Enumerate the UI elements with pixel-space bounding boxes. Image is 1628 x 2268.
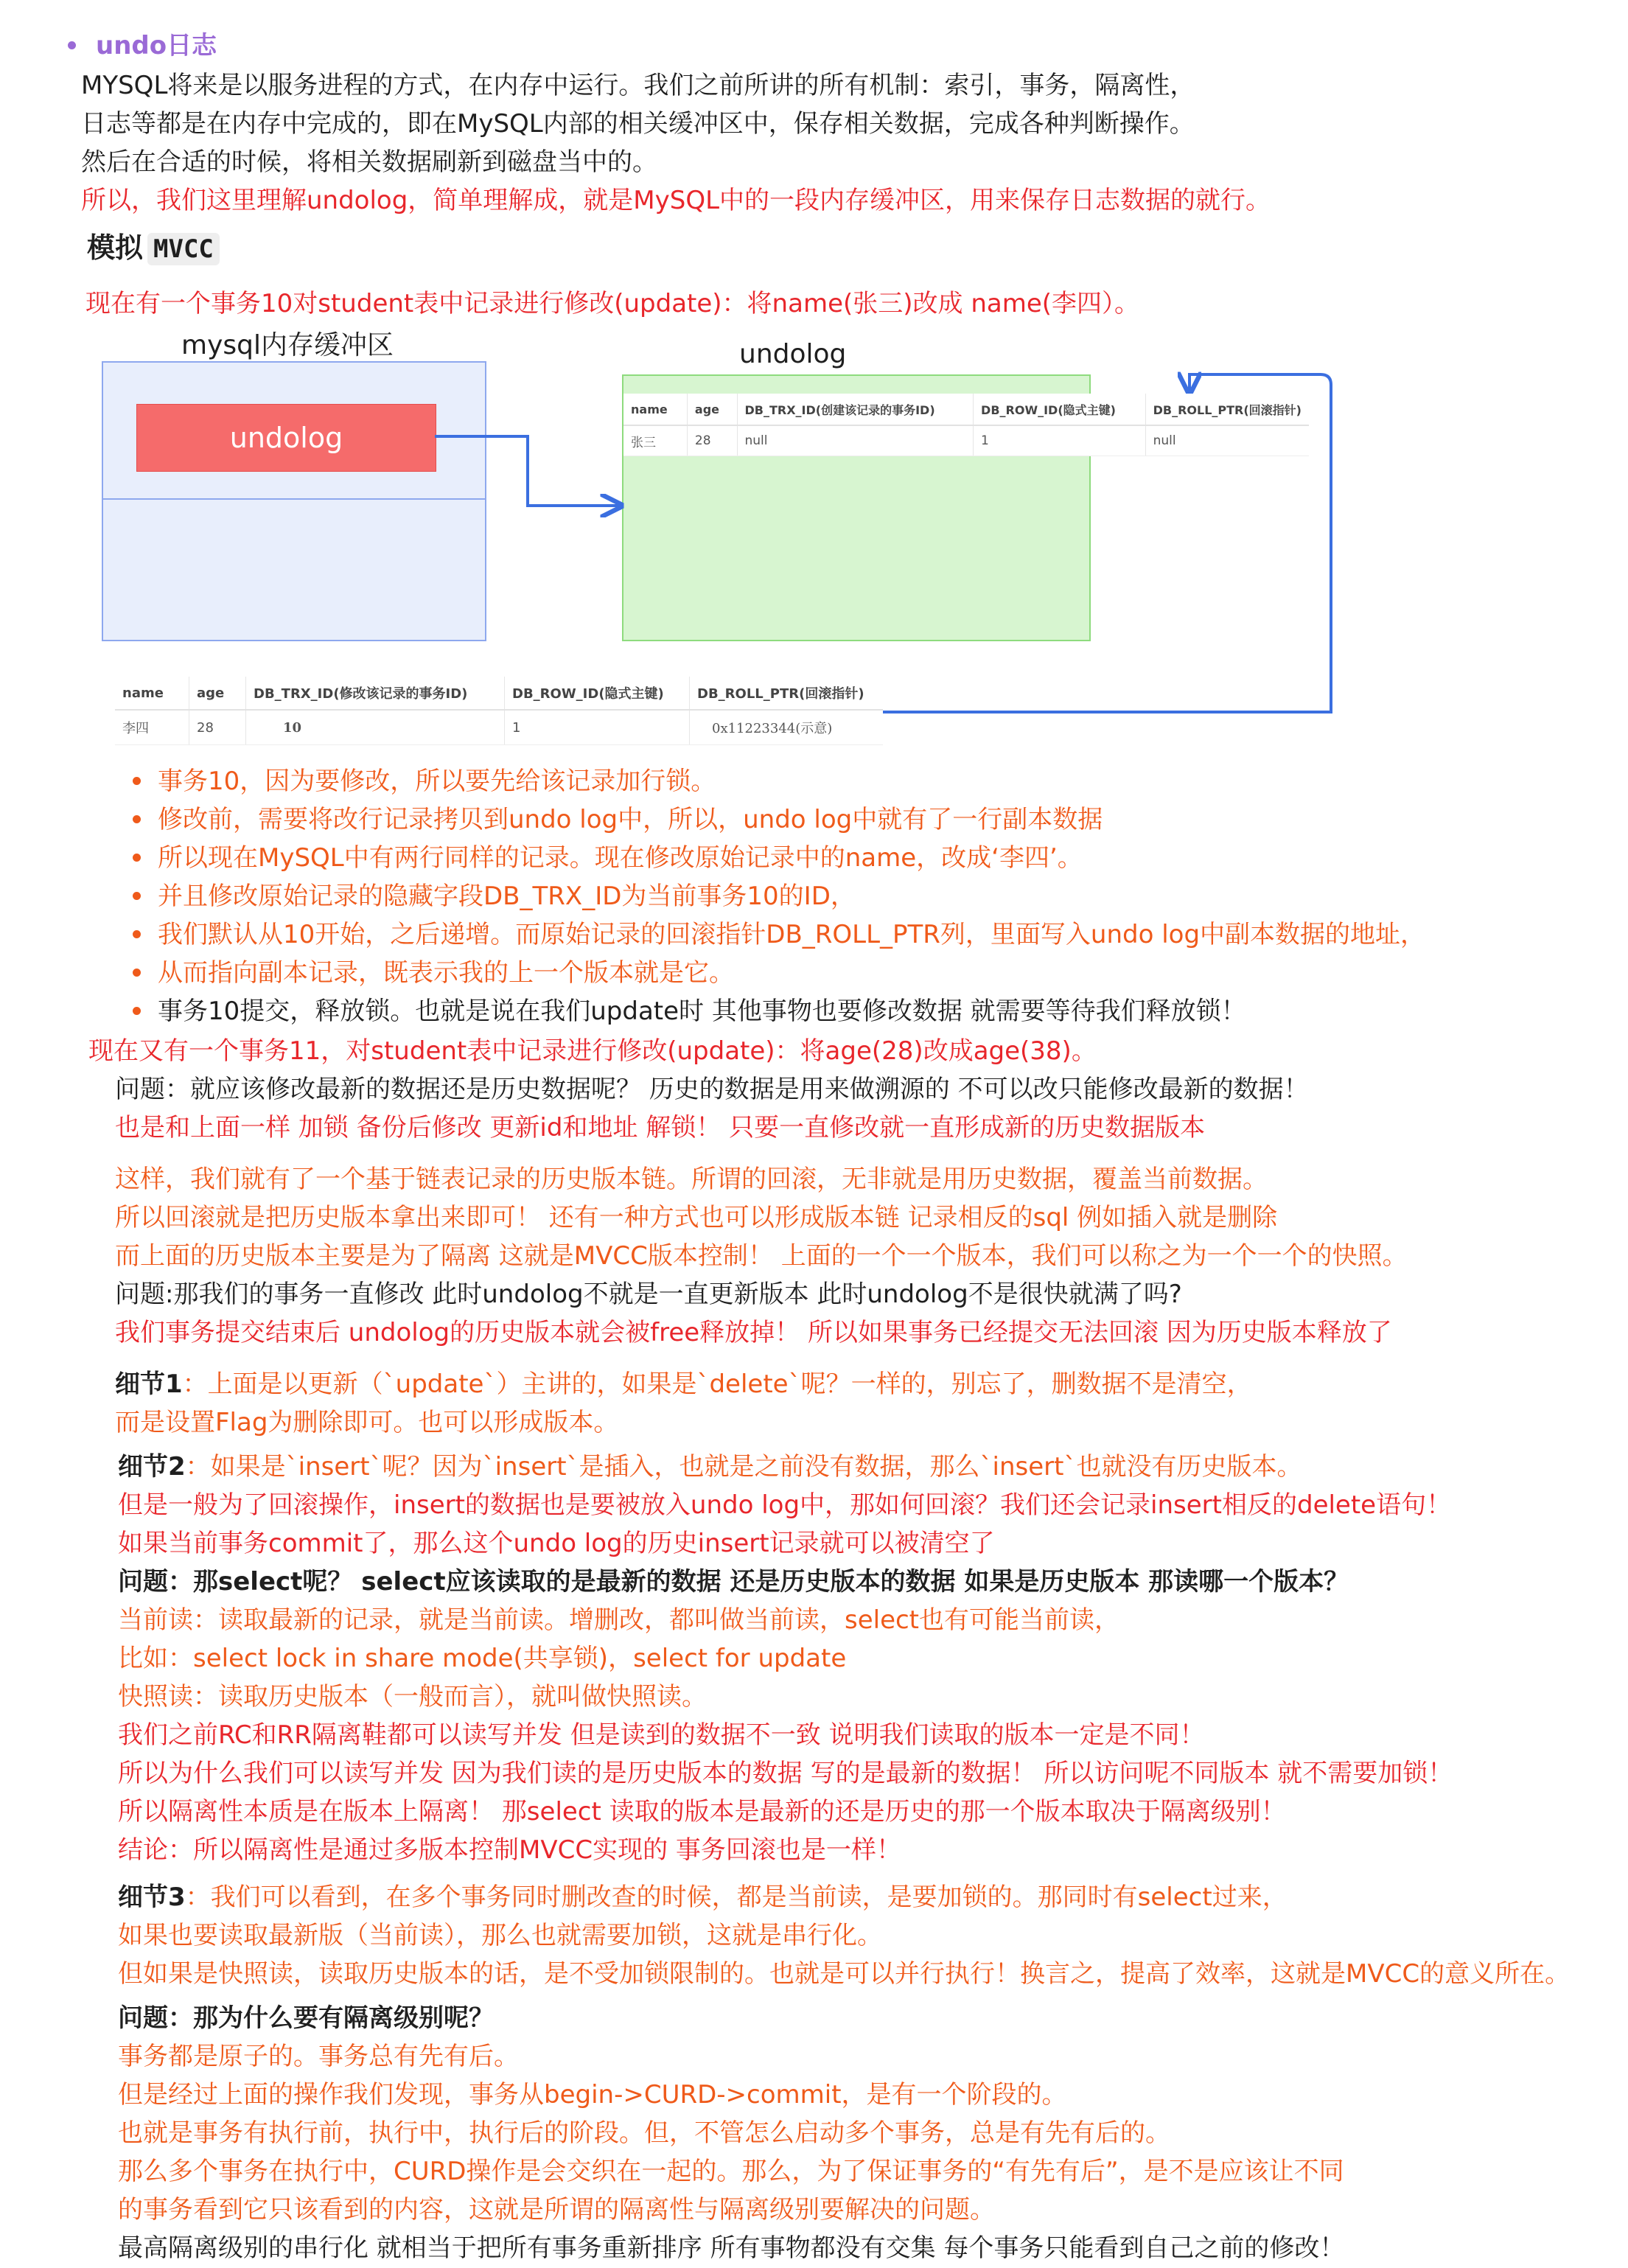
final-statement: 最高隔离级别的串行化 就相当于把所有事务重新排序 所有事物都没有交集 每个事务只能看到自己之前的修改！ — [118, 2233, 1345, 2263]
bullet-item-2: 修改前，需要将改行记录拷贝到undo log中，所以，undo log中就有了一行副本数据 — [158, 805, 1103, 834]
bullet-item-1: 事务10，因为要修改，所以要先给该记录加行锁。 — [158, 767, 716, 796]
q4-line-1: 事务都是原子的。事务总有先有后。 — [118, 2042, 519, 2071]
copy-arrow — [435, 436, 619, 506]
intro-line-2: 日志等都是在内存中完成的，即在MySQL内部的相关缓冲区中，保存相关数据，完成各种判断操作。 — [81, 109, 1195, 139]
q4-line-2: 但是经过上面的操作我们发现，事务从begin->CURD->commit，是有一个阶段的。 — [118, 2080, 1067, 2110]
detail-1 — [115, 1368, 1252, 1400]
scenario-2: 现在又有一个事务11，对student表中记录进行修改(update)：将age(28)改成age(38)。 — [88, 1036, 1097, 1066]
undo-cell-name: 张三 — [623, 425, 687, 456]
current-record-table — [115, 677, 883, 745]
chain-line-1: 这样，我们就有了一个基于链表记录的历史版本链。所谓的回滚，无非就是用历史数据，覆盖当前数据。 — [115, 1165, 1268, 1194]
intro-summary: 所以，我们这里理解undolog，简单理解成，就是MySQL中的一段内存缓冲区，用来保存日志数据的就行。 — [81, 186, 1271, 215]
cur-cell-trx-id: 10 — [246, 710, 505, 745]
detail-2-line-2: 但是一般为了回滚操作，insert的数据也是要被放入undo log中，那如何回滚？我们还会记录insert相反的delete语句！ — [118, 1490, 1452, 1520]
undo-col-row-id: DB_ROW_ID(隐式主键) — [974, 394, 1146, 425]
q4-line-4: 那么多个事务在执行中，CURD操作是会交织在一起的。那么，为了保证事务的“有先有后”，是不是应该让不同 — [118, 2157, 1344, 2186]
bullet-item-6: 从而指向副本记录，既表示我的上一个版本就是它。 — [158, 958, 734, 988]
cur-col-trx-id: DB_TRX_ID(修改该记录的事务ID) — [246, 677, 505, 710]
detail-3-line-3: 但如果是快照读，读取历史版本的话，是不受加锁限制的。也就是可以并行执行！换言之，提高了效率，这就是MVCC的意义所在。 — [118, 1959, 1571, 1989]
detail-2 — [118, 1451, 1302, 1483]
question-4: 问题：那为什么要有隔离级别呢？ — [118, 2003, 494, 2033]
detail-2-label: 细节2 — [118, 1452, 186, 1482]
cur-cell-roll-ptr: 0x11223344(示意) — [690, 710, 884, 745]
detail-3-text: ：我们可以看到，在多个事务同时删改查的时候，都是当前读，是要加锁的。那同时有select过来， — [185, 1883, 1288, 1912]
detail-1-text: ：上面是以更新（`update`）主讲的，如果是`delete`呢？一样的，别忘了，删数据不是清空， — [182, 1369, 1252, 1399]
undo-col-name: name — [623, 394, 687, 425]
bullet-item-4: 并且修改原始记录的隐藏字段DB_TRX_ID为当前事务10的ID， — [158, 882, 856, 911]
detail-1-label: 细节1 — [115, 1369, 183, 1399]
bullet-dot-icon — [133, 930, 141, 938]
q3-line-6: 所以隔离性本质是在版本上隔离！ 那select 读取的版本是最新的还是历史的那一个版本取决于隔离级别！ — [118, 1797, 1286, 1826]
cur-cell-row-id: 1 — [505, 710, 690, 745]
scenario-1: 现在有一个事务10对student表中记录进行修改(update)：将name(张三)改成 name(李四）。 — [85, 289, 1140, 318]
question-1: 问题：就应该修改最新的数据还是历史数据呢？ 历史的数据是用来做溯源的 不可以改只能修改最新的数据！ — [115, 1075, 1309, 1104]
q3-line-3: 快照读：读取历史版本（一般而言），就叫做快照读。 — [118, 1682, 707, 1712]
mvcc-title-code: MVCC — [147, 233, 220, 265]
bullet-item-5: 我们默认从10开始，之后递增。而原始记录的回滚指针DB_ROLL_PTR列，里面写入undo log中副本数据的地址， — [158, 920, 1426, 949]
detail-1-line-2: 而是设置Flag为删除即可。也可以形成版本。 — [115, 1408, 619, 1437]
cur-col-row-id: DB_ROW_ID(隐式主键) — [505, 677, 690, 710]
bullet-item-3: 所以现在MySQL中有两行同样的记录。现在修改原始记录中的name，改成‘李四’。 — [158, 843, 1083, 873]
chain-line-3: 而上面的历史版本主要是为了隔离 这就是MVCC版本控制！ 上面的一个一个版本，我们可以称之为一个一个的快照。 — [115, 1241, 1408, 1271]
cur-cell-name: 李四 — [115, 710, 189, 745]
undo-cell-row-id: 1 — [974, 425, 1146, 456]
cur-col-roll-ptr: DB_ROLL_PTR(回滚指针) — [690, 677, 884, 710]
bullet-dot-icon — [133, 892, 141, 900]
intro-line-3: 然后在合适的时候，将相关数据刷新到磁盘当中的。 — [81, 147, 657, 177]
undo-col-trx-id: DB_TRX_ID(创建该记录的事务ID) — [737, 394, 974, 425]
undo-col-roll-ptr: DB_ROLL_PTR(回滚指针) — [1145, 394, 1309, 425]
undolog-block: undolog — [136, 404, 436, 472]
bullet-dot-icon — [133, 815, 141, 823]
q3-line-1: 当前读：读取最新的记录，就是当前读。增删改，都叫做当前读，select也有可能当前读， — [118, 1605, 1120, 1635]
undo-cell-trx-id: null — [737, 425, 974, 456]
undo-cell-roll-ptr: null — [1145, 425, 1309, 456]
bullet-dot-icon — [133, 854, 141, 862]
bullet-dot-icon — [133, 777, 141, 785]
detail-3-line-2: 如果也要读取最新版（当前读），那么也就需要加锁，这就是串行化。 — [118, 1921, 882, 1950]
detail-2-line-3: 如果当前事务commit了，那么这个undo log的历史insert记录就可以被清空了 — [118, 1529, 995, 1558]
page-title: undo日志 — [96, 31, 217, 60]
mvcc-title-prefix: 模拟 — [87, 231, 144, 264]
q3-line-5: 所以为什么我们可以读写并发 因为我们读的是历史版本的数据 写的是最新的数据！ 所以访问呢不同版本 就不需要加锁！ — [118, 1759, 1453, 1788]
bullet-item-7: 事务10提交，释放锁。也就是说在我们update时 其他事物也要修改数据 就需要等待我们释放锁！ — [158, 997, 1246, 1026]
bullet-dot-icon — [133, 1007, 141, 1015]
detail-2-text: ：如果是`insert`呢？因为`insert`是插入，也就是之前没有数据，那么`insert`也就没有历史版本。 — [185, 1452, 1302, 1482]
chain-line-2: 所以回滚就是把历史版本拿出来即可！ 还有一种方式也可以形成版本链 记录相反的sql 例如插入就是删除 — [115, 1203, 1278, 1232]
q4-line-5: 的事务看到它只该看到的内容，这就是所谓的隔离性与隔离级别要解决的问题。 — [118, 2195, 995, 2225]
cur-cell-age: 28 — [189, 710, 246, 745]
question-3: 问题：那select呢？ select应该读取的是最新的数据 还是历史版本的数据 如果是历史版本 那读哪一个版本？ — [118, 1567, 1349, 1597]
answer-1: 也是和上面一样 加锁 备份后修改 更新id和地址 解锁！ 只要一直修改就一直形成新的历史数据版本 — [115, 1113, 1206, 1142]
intro-line-1: MYSQL将来是以服务进程的方式，在内存中运行。我们之前所讲的所有机制：索引，事务，隔离性， — [81, 71, 1195, 100]
undo-col-age: age — [687, 394, 737, 425]
cur-col-name: name — [115, 677, 189, 710]
q3-line-2: 比如：select lock in share mode(共享锁)，select for update — [118, 1644, 847, 1673]
detail-3-label: 细节3 — [118, 1883, 186, 1912]
q4-line-3: 也就是事务有执行前，执行中，执行后的阶段。但，不管怎么启动多个事务，总是有先有后的。 — [118, 2118, 1170, 2148]
undo-log-copy-table — [623, 394, 1309, 456]
undolog-label: undolog — [739, 339, 847, 369]
q3-conclusion: 结论：所以隔离性是通过多版本控制MVCC实现的 事务回滚也是一样！ — [118, 1835, 901, 1865]
detail-3 — [118, 1881, 1288, 1913]
cur-col-age: age — [189, 677, 246, 710]
diagram-arrows — [0, 0, 1628, 737]
q3-line-4: 我们之前RC和RR隔离鞋都可以读写并发 但是读到的数据不一致 说明我们读取的版本一定是不同！ — [118, 1720, 1205, 1750]
answer-2: 我们事务提交结束后 undolog的历史版本就会被free释放掉！ 所以如果事务已经提交无法回滚 因为历史版本释放了 — [115, 1318, 1392, 1347]
bullet-dot-icon — [133, 969, 141, 977]
undo-cell-age: 28 — [687, 425, 737, 456]
question-2: 问题:那我们的事务一直修改 此时undolog不就是一直更新版本 此时undolog不是很快就满了吗? — [115, 1280, 1182, 1309]
buffer-label: mysql内存缓冲区 — [181, 330, 394, 360]
